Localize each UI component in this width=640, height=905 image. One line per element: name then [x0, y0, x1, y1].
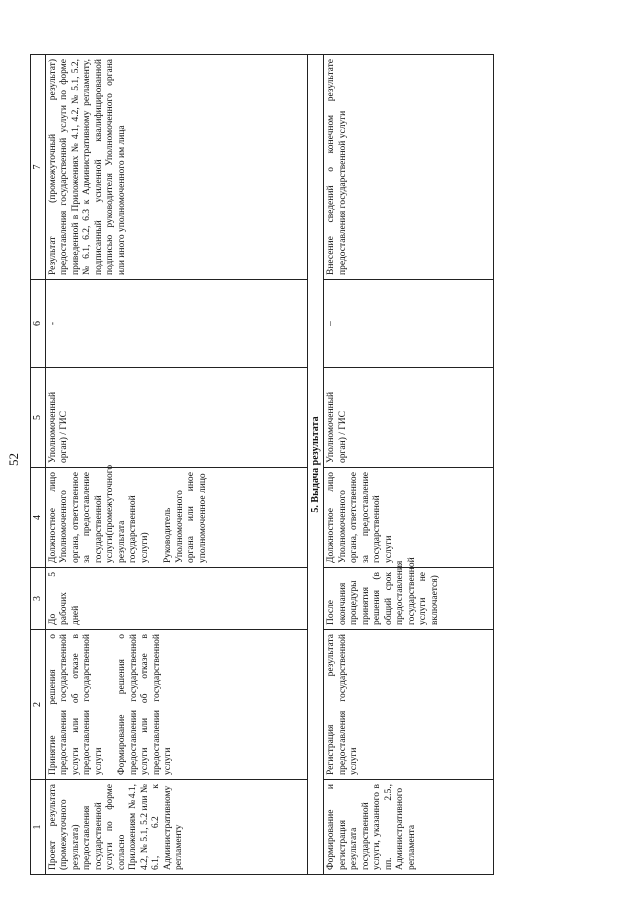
responsible-cell	[45, 464, 307, 568]
section-row	[307, 55, 324, 875]
column-number: 7	[31, 55, 46, 280]
responsible-cell: Должностное лицо Уполномоченного органа, ответственное за предоставление государственной услуги	[324, 468, 494, 568]
result-cell: Результат (промежуточный результат) предоставления государственной услуги по форме приведенной в Приложениях № 4.1, 4.2, № 5.1, 5.2, № 6.1, 6.2, 6.3 к Административному регламенту, подписанный усиленной квалифицированной подписью руководителя Уполномоченного органа или иного уполномоченного им лица	[45, 55, 307, 280]
table-row	[45, 55, 307, 875]
rotated-table-page	[30, 55, 555, 875]
basis-cell: Проект результата (промежуточного результата) предоставления государственной услуги по форме согласно Приложениям №4.1, 4.2, № 5.1, 5.2 или № 6.1, 6.2 к Административному регламенту	[45, 780, 307, 875]
place-cell: Уполномоченный орган) / ГИС	[45, 368, 307, 468]
column-number: 4	[31, 468, 46, 568]
basis-cell: Формирование и регистрация результата государственной услуги, указанного в пп. 2.5., Административного регламента	[324, 780, 494, 875]
column-number: 5	[31, 368, 46, 468]
responsible-text: Должностное лицо Уполномоченного органа, ответственное за предоставление государственной услуги(промежуточного результата государственной услуги)	[47, 464, 150, 563]
action-text: Принятие решения о предоставлении государственной услуги или об отказе в предоставлении государственной услуги	[47, 634, 104, 775]
action-cell: Регистрация результата предоставления государственной услуги	[324, 630, 494, 780]
table-row	[324, 55, 494, 875]
section-title: 5. Выдача результата	[307, 55, 324, 875]
column-number: 1	[31, 780, 46, 875]
place-cell: Уполномоченный орган) / ГИС	[324, 368, 494, 468]
action-text: Формирование решения о предоставлении государственной услуги или об отказе в предоставлении государственной услуги	[117, 634, 173, 775]
result-cell: Внесение сведений о конечном результате предоставления государственной услуги	[324, 55, 494, 280]
column-number: 2	[31, 630, 46, 780]
column-number-row	[31, 55, 46, 875]
column-number: 6	[31, 280, 46, 368]
action-cell	[45, 630, 307, 780]
procedure-table	[30, 54, 494, 875]
column-number: 3	[31, 568, 46, 630]
criteria-cell: –	[324, 280, 494, 368]
responsible-text: Руководитель Уполномоченного органа или иное уполномоченное лицо	[163, 472, 208, 563]
page-number: 52	[6, 453, 21, 466]
term-cell: До 5 рабочих дней	[45, 568, 307, 630]
term-cell: После окончания процедуры принятия решения (в общий срок предоставления государственной услуги не включается)	[324, 568, 494, 630]
criteria-cell: -	[45, 280, 307, 368]
